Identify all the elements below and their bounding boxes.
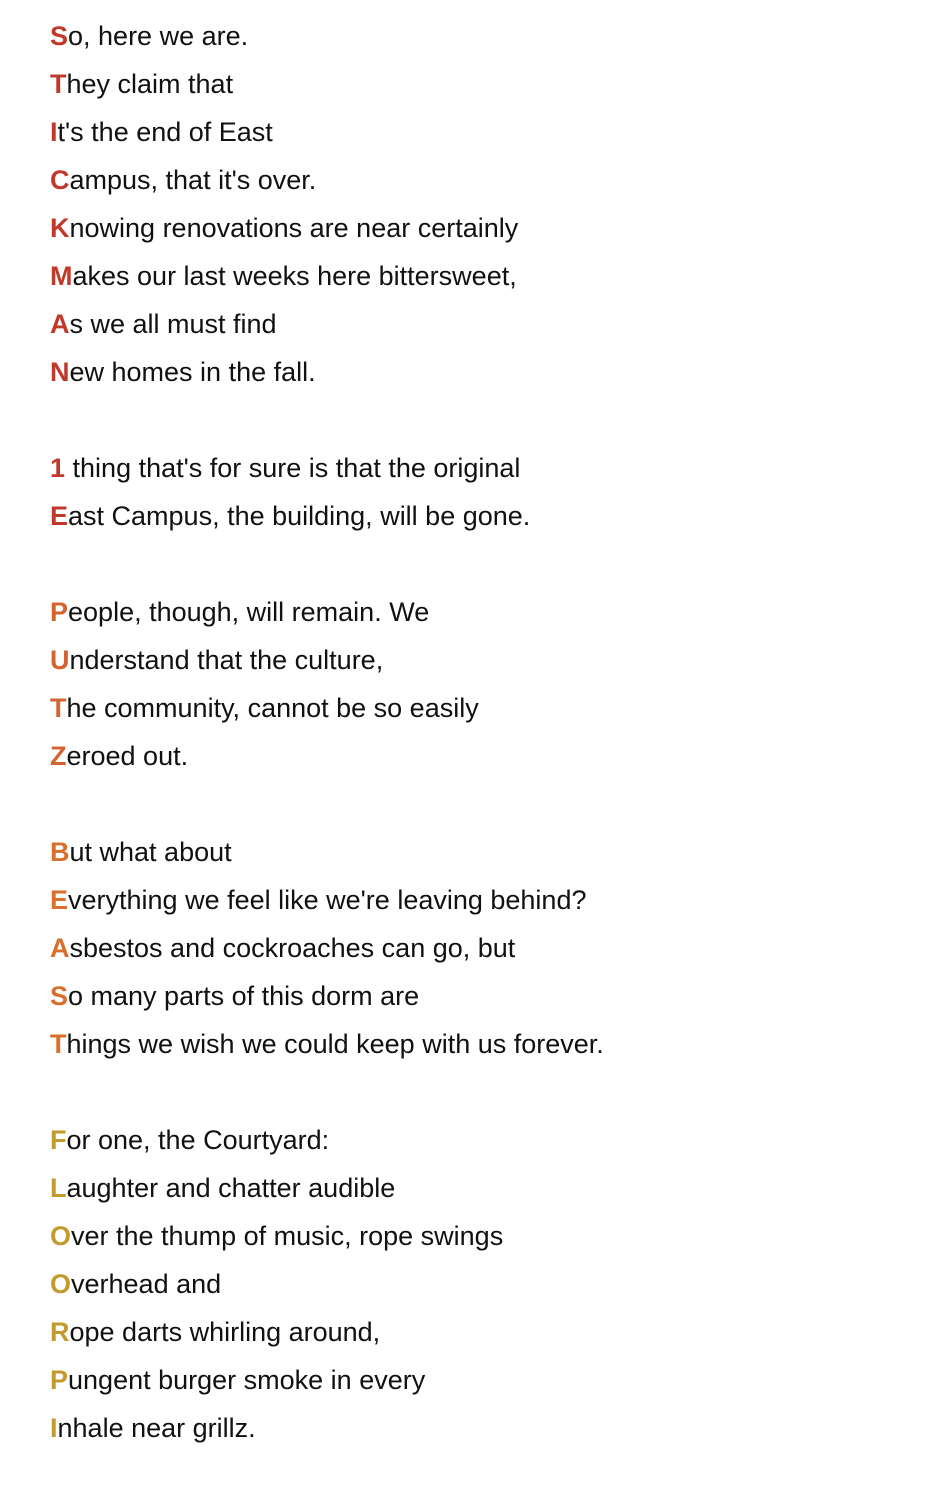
line-text: nderstand that the culture,: [69, 645, 384, 675]
line-text: nowing renovations are near certainly: [69, 213, 519, 243]
line-initial: T: [50, 693, 67, 723]
line-text: eroed out.: [66, 741, 189, 771]
line-text: he community, cannot be so easily: [66, 693, 479, 723]
poem-line: [50, 636, 930, 684]
line-text: akes our last weeks here bittersweet,: [72, 261, 517, 291]
line-initial: P: [50, 1365, 69, 1395]
line-text: s we all must find: [69, 309, 277, 339]
line-initial: A: [50, 933, 70, 963]
line-initial: P: [50, 597, 69, 627]
line-initial: K: [50, 213, 70, 243]
poem-line: [50, 684, 930, 732]
poem-line: [50, 300, 930, 348]
line-initial: R: [50, 1317, 70, 1347]
line-initial: U: [50, 645, 70, 675]
line-initial: B: [50, 837, 70, 867]
line-text: ut what about: [69, 837, 232, 867]
stanza-1: [50, 12, 930, 396]
line-initial: T: [50, 1029, 67, 1059]
line-text: hey claim that: [66, 69, 234, 99]
poem-line: [50, 732, 930, 780]
line-initial: E: [50, 885, 69, 915]
line-initial: I: [50, 117, 58, 147]
stanza-4: [50, 828, 930, 1068]
line-text: thing that's for sure is that the original: [65, 453, 521, 483]
poem-line: [50, 12, 930, 60]
stanza-3: [50, 588, 930, 780]
poem-line: [50, 924, 930, 972]
line-text: ver the thump of music, rope swings: [71, 1221, 504, 1251]
line-initial: S: [50, 21, 69, 51]
line-text: ampus, that it's over.: [69, 165, 317, 195]
line-initial: O: [50, 1221, 72, 1251]
line-text: hings we wish we could keep with us forever.: [66, 1029, 604, 1059]
poem-line: [50, 1164, 930, 1212]
poem-line: [50, 444, 930, 492]
poem-line: [50, 60, 930, 108]
poem-line: [50, 588, 930, 636]
line-initial: Z: [50, 741, 67, 771]
stanza-5: [50, 1116, 930, 1452]
poem-line: [50, 1404, 930, 1452]
poem-line: [50, 1260, 930, 1308]
poem-line: [50, 108, 930, 156]
line-text: verything we feel like we're leaving behind?: [68, 885, 587, 915]
stanza-2: [50, 444, 930, 540]
line-text: sbestos and cockroaches can go, but: [69, 933, 516, 963]
poem-line: [50, 156, 930, 204]
poem-line: [50, 1020, 930, 1068]
line-text: or one, the Courtyard:: [66, 1125, 330, 1155]
line-text: ungent burger smoke in every: [68, 1365, 426, 1395]
poem-line: [50, 348, 930, 396]
poem-line: [50, 1356, 930, 1404]
poem-line: [50, 828, 930, 876]
poem-line: [50, 492, 930, 540]
line-text: ew homes in the fall.: [69, 357, 316, 387]
line-initial: 1: [50, 453, 66, 483]
line-text: verhead and: [71, 1269, 222, 1299]
line-initial: S: [50, 981, 69, 1011]
poem-line: [50, 204, 930, 252]
line-text: aughter and chatter audible: [66, 1173, 396, 1203]
poem-line: [50, 1308, 930, 1356]
poem-line: [50, 1212, 930, 1260]
line-text: o, here we are.: [68, 21, 249, 51]
line-initial: E: [50, 501, 69, 531]
poem-line: [50, 972, 930, 1020]
line-text: t's the end of East: [57, 117, 273, 147]
line-text: o many parts of this dorm are: [68, 981, 420, 1011]
line-initial: M: [50, 261, 73, 291]
line-initial: T: [50, 69, 67, 99]
line-text: nhale near grillz.: [57, 1413, 256, 1443]
line-initial: N: [50, 357, 70, 387]
line-initial: O: [50, 1269, 72, 1299]
line-text: ast Campus, the building, will be gone.: [68, 501, 531, 531]
line-text: ope darts whirling around,: [69, 1317, 381, 1347]
line-initial: C: [50, 165, 70, 195]
poem-line: [50, 876, 930, 924]
poem: [50, 12, 930, 1500]
poem-line: [50, 1116, 930, 1164]
line-initial: A: [50, 309, 70, 339]
line-initial: I: [50, 1413, 58, 1443]
line-initial: L: [50, 1173, 67, 1203]
poem-line: [50, 252, 930, 300]
line-text: eople, though, will remain. We: [68, 597, 430, 627]
line-initial: F: [50, 1125, 67, 1155]
